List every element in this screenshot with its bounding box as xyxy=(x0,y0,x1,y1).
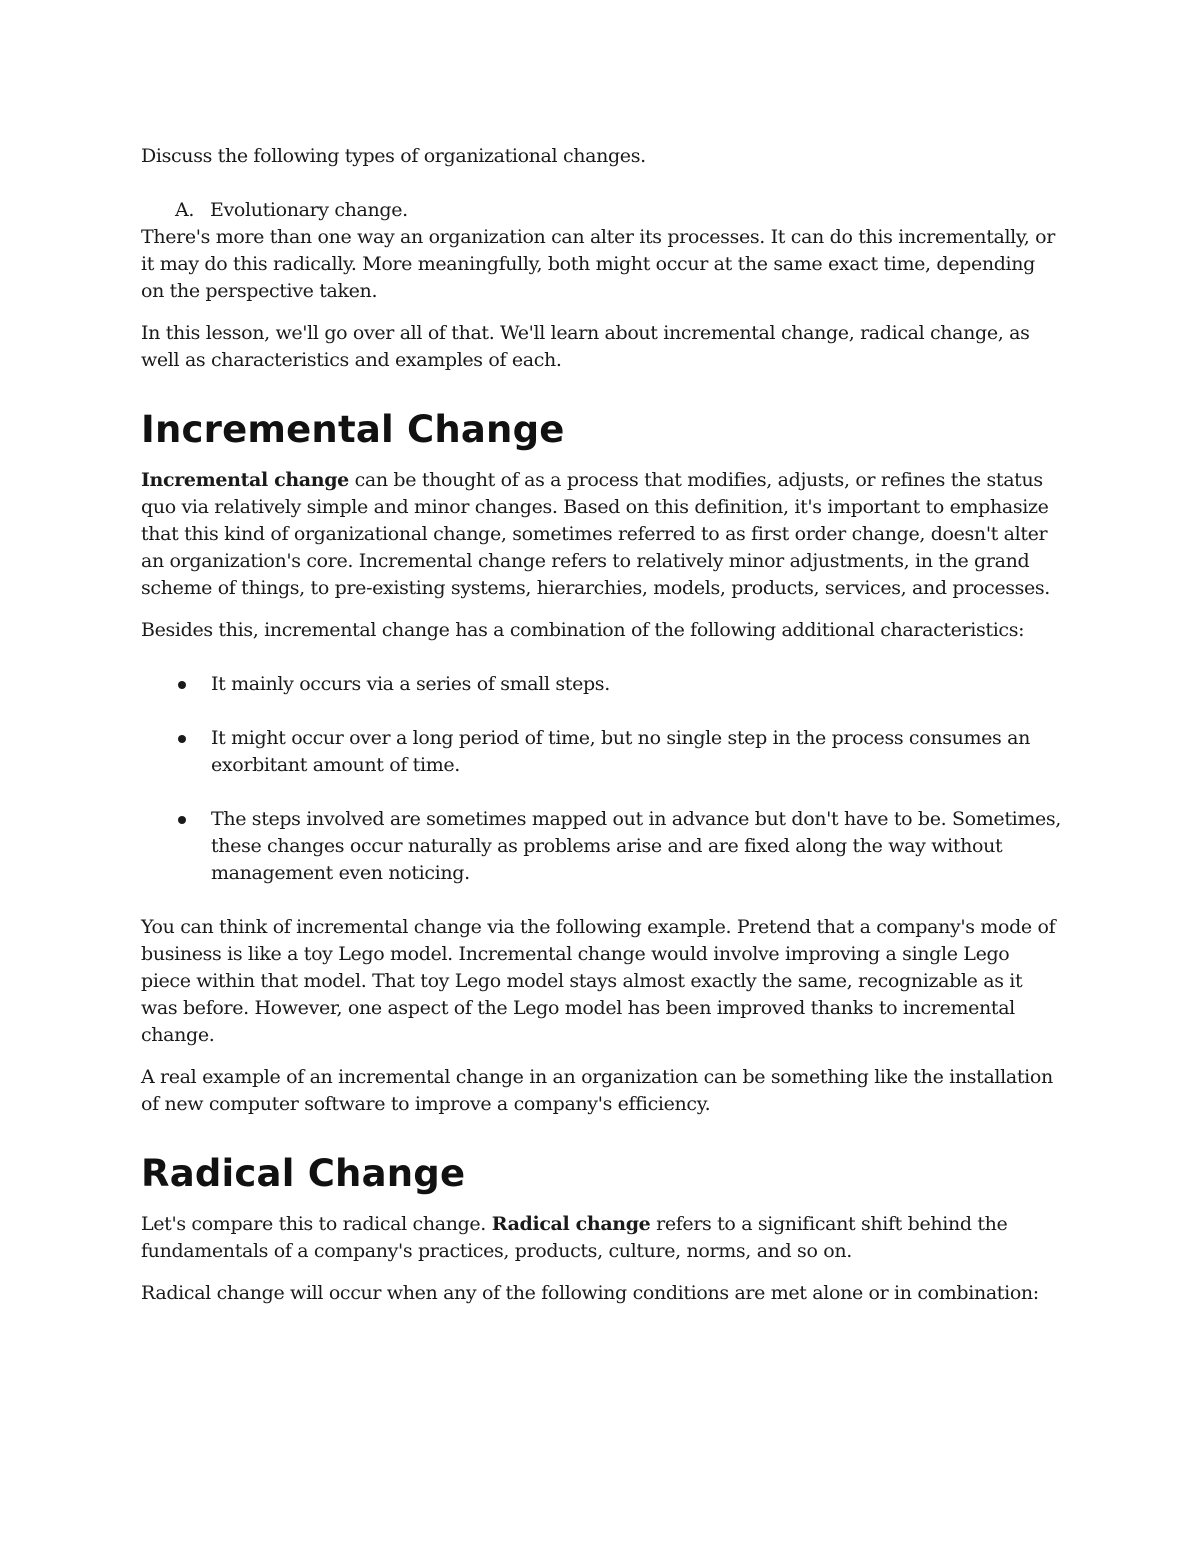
bullet-icon xyxy=(178,816,186,824)
incremental-definition-text: can be thought of as a process that modifies, adjusts, or refines the status quo via relatively simple and minor changes. Based on this definition, it's important to emphasize that this kind of organizational change, sometimes referred to as first order change, doesn't alter an organization's core. Incremental change refers to relatively minor adjustments, in the grand scheme of things, to pre-existing systems, hierarchies, models, products, services, and processes. xyxy=(141,469,1050,599)
radical-compare-text: Let's compare this to radical change. xyxy=(141,1213,492,1235)
bullet-text: It mainly occurs via a series of small steps. xyxy=(211,673,610,695)
bullet-icon xyxy=(178,735,186,743)
besides-text: Besides this, incremental change has a combination of the following additional characteristics: xyxy=(141,619,1025,641)
list-item-text: Evolutionary change. xyxy=(210,199,408,221)
list-item xyxy=(141,197,1061,224)
document-page xyxy=(141,141,1061,1307)
list-item xyxy=(141,806,1061,887)
lettered-list xyxy=(141,197,1061,224)
lego-example: You can think of incremental change via the following example. Pretend that a company's mode of business is like a toy Lego model. Incremental change would involve improving a single Lego piece within that model. That toy Lego model stays almost exactly the same, recognizable as it was before. However, one aspect of the Lego model has been improved thanks to incremental change. xyxy=(141,916,1056,1046)
list-item xyxy=(141,671,1061,698)
paragraph-1: There's more than one way an organization can alter its processes. It can do this incrementally, or it may do this radically. More meaningfully, both might occur at the same exact time, depending on the perspective taken. xyxy=(141,226,1055,302)
characteristics-list xyxy=(141,671,1061,887)
bullet-text: The steps involved are sometimes mapped out in advance but don't have to be. Sometimes, these changes occur naturally as problems arise and are fixed along the way without management even noticing. xyxy=(211,808,1061,884)
radical-term: Radical change xyxy=(491,1213,651,1235)
real-example: A real example of an incremental change in an organization can be something like the installation of new computer software to improve a company's efficiency. xyxy=(141,1066,1053,1115)
bullet-text: It might occur over a long period of time, but no single step in the process consumes an exorbitant amount of time. xyxy=(211,727,1031,776)
list-item xyxy=(141,725,1061,779)
list-marker: A. xyxy=(175,199,195,221)
radical-definition-text: refers to a significant shift behind the fundamentals of a company's practices, products, culture, norms, and so on. xyxy=(141,1213,1008,1262)
incremental-term: Incremental change xyxy=(141,469,349,491)
paragraph-2: In this lesson, we'll go over all of that. We'll learn about incremental change, radical change, as well as characteristics and examples of each. xyxy=(141,322,1030,371)
heading-radical-change: Radical Change xyxy=(141,1152,466,1195)
radical-definition xyxy=(141,1211,1061,1265)
incremental-definition xyxy=(141,467,1061,602)
bullet-icon xyxy=(178,681,186,689)
radical-conditions: Radical change will occur when any of the following conditions are met alone or in combination: xyxy=(141,1282,1039,1304)
intro-text: Discuss the following types of organizational changes. xyxy=(141,145,646,167)
heading-incremental-change: Incremental Change xyxy=(141,408,565,451)
